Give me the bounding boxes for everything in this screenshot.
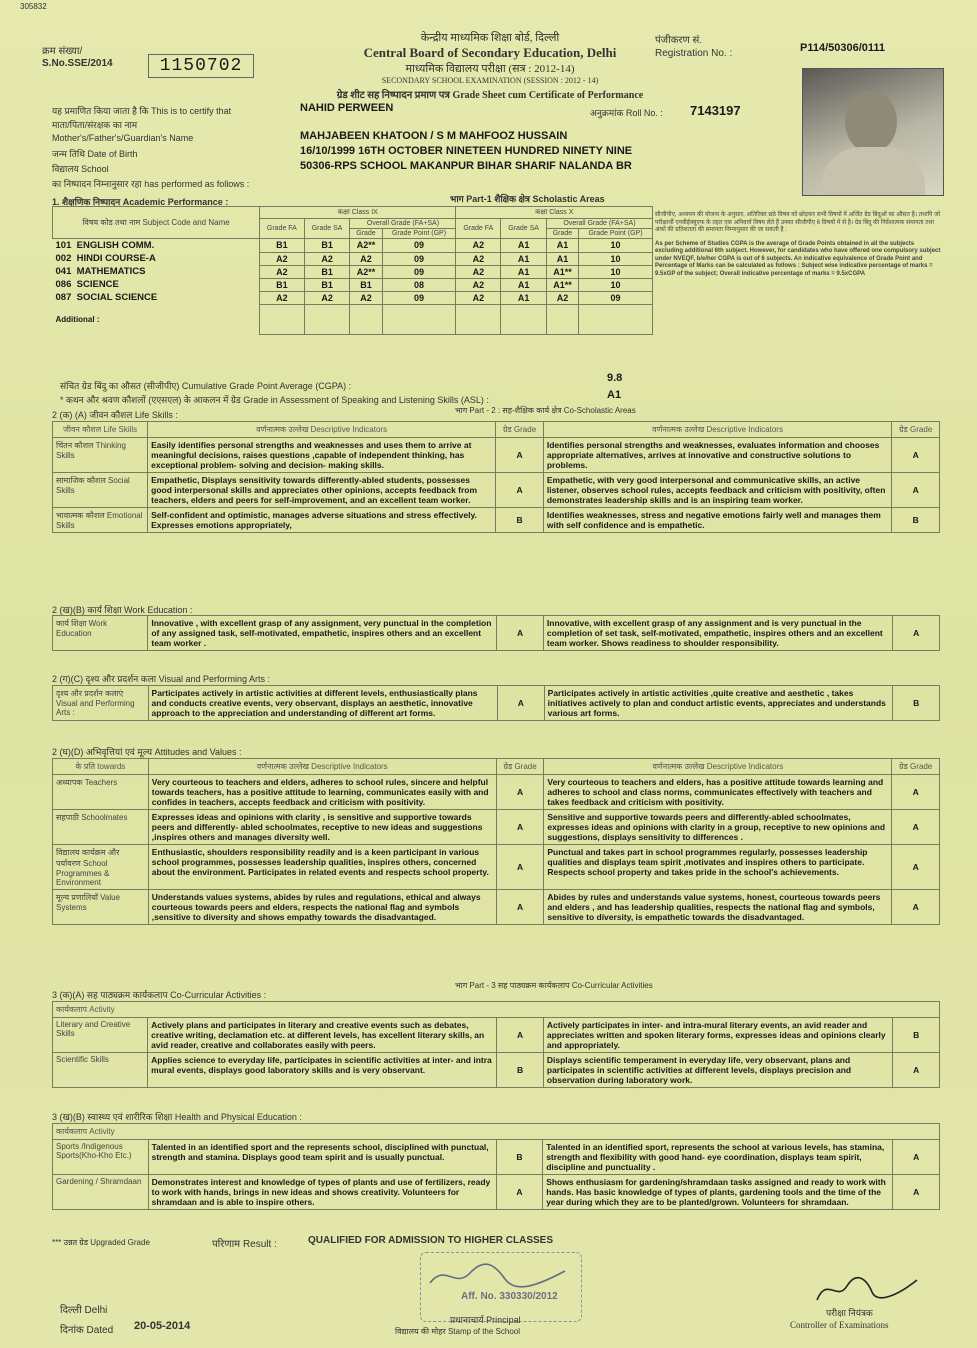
- life-skills-table: [52, 421, 940, 533]
- desc-class10: Very courteous to teachers and elders, has a positive attitude towards learning and adheres to school and class norms, communicates effectively with teachers and takes feedback and criticism with positivity.: [544, 775, 892, 810]
- c10-grade-cell: A1: [501, 291, 547, 304]
- attitude-row: [53, 845, 940, 890]
- part1-title: भाग Part-1 शैक्षिक क्षेत्र Scholastic Areas: [450, 194, 605, 204]
- c9-grade-cell: A2: [350, 291, 382, 304]
- att-desc-header-9: वर्णनात्मक उल्लेख Descriptive Indicators: [148, 759, 496, 775]
- desc-class9: Talented in an identified sport and the represents school, disciplined with punctual, strength and stamina. Displays good team spirit and is usually punctual.: [148, 1140, 496, 1175]
- grade-class9: A: [496, 810, 544, 845]
- desc-class10: Shows enthusiasm for gardening/shramdaan tasks assigned and ready to work with hands. Has basic knowledge of types of plants, gardening tools and the time of the year during which they are to be planted/grown. Volunteers for shramdaan.: [543, 1175, 893, 1210]
- c10-grade-cell: A1**: [546, 265, 578, 278]
- life-skill-row: [53, 438, 940, 473]
- health-activity-header: कार्यकलाप Activity: [53, 1124, 940, 1140]
- board-header: केन्द्रीय माध्यमिक शिक्षा बोर्ड, दिल्ली Central Board of Secondary Education, Delhi माध्यमिक विद्यालय परीक्षा (सत्र : 2012-14) SECONDARY SCHOOL EXAMINATION (SESSION : 2012 - 14) ग्रेड शीट सह निष्पादन प्रमाण पत्र Grade Sheet cum Certificate of Performance: [336, 32, 644, 101]
- stamp-label: विद्यालय की मोहर Stamp of the School: [395, 1327, 520, 1336]
- c10-grade-cell: A2: [456, 278, 501, 291]
- visual-arts-row: [53, 686, 940, 721]
- c9-grade-cell: 09: [382, 291, 456, 304]
- attitude-row: [53, 810, 940, 845]
- grade-class10: A: [892, 890, 940, 925]
- grade-class9: A: [496, 1175, 543, 1210]
- c9-grade-cell: A2**: [350, 265, 382, 278]
- subject-header: विषय कोड तथा नाम Subject Code and Name: [53, 207, 260, 239]
- serial-number: 1150702: [148, 54, 254, 78]
- visual-arts-table: [52, 685, 940, 721]
- life-skill-row: [53, 473, 940, 508]
- grade-class9: A: [496, 438, 544, 473]
- c9-grade-header: Grade: [350, 229, 382, 239]
- academic-label: 1. शैक्षणिक निष्पादन Academic Performance :: [52, 197, 229, 207]
- grade-class10: A: [893, 1140, 940, 1175]
- desc-class9: Applies science to everyday life, participates in scientific activities at inter- and intra mural events, displays good laboratory skills and is very observant.: [148, 1053, 497, 1088]
- subject-row: [53, 239, 653, 253]
- registration-label: पंजीकरण सं. Registration No. :: [655, 35, 733, 59]
- attitudes-label: 2 (घ)(D) अभिवृत्तियां एवं मूल्य Attitudes and Values :: [52, 747, 242, 757]
- cgpa-label: संचित ग्रेड बिंदु का औसत (सीजीपीए) Cumulative Grade Point Average (CGPA) :: [60, 381, 352, 391]
- health-row: [53, 1140, 940, 1175]
- work-education-table: [52, 615, 940, 651]
- top-number: 305832: [20, 2, 47, 11]
- grade-class10: A: [893, 1053, 940, 1088]
- grade-class10: A: [893, 616, 940, 651]
- scholastic-table: [52, 206, 653, 335]
- towards-header: के प्रति towards: [53, 759, 149, 775]
- desc-class10: Talented in an identified sport, represents the school at various levels, has stamina, strength and flexibility with good hand- eye coordination, displays team spirit, discipline and punctuality .: [543, 1140, 893, 1175]
- controller-label-hi: परीक्षा नियंत्रक: [826, 1308, 873, 1318]
- desc-class10: Sensitive and supportive towards peers and differently-abled schoolmates, expresses ideas and opinions with clarity in a group, receptive to new opinions and suggestions, displays sensitivity to differences .: [544, 810, 892, 845]
- subject-name: HINDI COURSE-A: [76, 253, 156, 264]
- desc-class9: Very courteous to teachers and elders, adheres to school rules, sincere and helpful towards teachers, has a positive attitude to learning, communicates easily with and confides in teachers, accepts feedback and criticism with positivity.: [148, 775, 496, 810]
- grade-class10: B: [893, 686, 940, 721]
- desc-class9: Innovative , with excellent grasp of any assignment, very punctual in the completion of any assigned task, self-motivated, empathetic, inspires others and an excellent team worker .: [148, 616, 497, 651]
- additional-row: [53, 304, 653, 334]
- c10-grade-header: Grade: [546, 229, 578, 239]
- row-label: Sports /Indigenous Sports(Kho-Kho Etc.): [53, 1140, 149, 1175]
- controller-label-en: Controller of Examinations: [790, 1320, 889, 1330]
- subject-row: [53, 252, 653, 265]
- roll-label: अनुक्रमांक Roll No. :: [590, 108, 663, 118]
- subject-code: 086: [55, 279, 72, 290]
- row-label: Scientific Skills: [53, 1053, 148, 1088]
- c10-grade-cell: A1: [501, 239, 547, 253]
- work-education-row: [53, 616, 940, 651]
- work-label: 2 (ख)(B) कार्य शिक्षा Work Education :: [52, 605, 193, 615]
- grade-header-9: ग्रेड Grade: [496, 422, 544, 438]
- c10-overall-header: Overall Grade (FA+SA): [546, 219, 652, 229]
- date-label: दिनांक Dated: [60, 1325, 114, 1336]
- place-label: दिल्ली Delhi: [60, 1305, 108, 1316]
- desc-class10: Displays scientific temperament in everyday life, very observant, plans and participates in scientific activities at different levels, displays precision and observation during laboratory work.: [543, 1053, 892, 1088]
- desc-class9: Understands values systems, abides by rules and regulations, ethical and always courteous towards peers and elders, respects the national flag and symbols ,sensitive to diversity and shows empathy towards the disadvantaged.: [148, 890, 496, 925]
- subject-code: 101: [55, 240, 72, 251]
- subject-row: [53, 291, 653, 304]
- row-label: Literary and Creative Skills: [53, 1018, 148, 1053]
- c10-grade-cell: A1: [501, 265, 547, 278]
- subject-name: SCIENCE: [76, 279, 119, 290]
- c9-grade-cell: B1: [350, 278, 382, 291]
- c10-grade-cell: A2: [456, 239, 501, 253]
- grade-class9: A: [496, 890, 544, 925]
- c10-gp-header: Grade Point (GP): [578, 229, 652, 239]
- desc-class9: Enthusiastic, shoulders responsibility readily and is a keen participant in various school programmes, possesses leadership qualities, inspires others, concerned about the environment. Participates in related events and respects school property.: [148, 845, 496, 890]
- health-label: 3 (ख)(B) स्वास्थ्य एवं शारीरिक शिक्षा Health and Physical Education :: [52, 1112, 302, 1122]
- result-label: परिणाम Result :: [212, 1239, 277, 1250]
- att-grade-header-10: ग्रेड Grade: [892, 759, 940, 775]
- c10-grade-cell: A1: [546, 239, 578, 253]
- c10-grade-cell: A1: [501, 278, 547, 291]
- grade-class9: A: [496, 473, 544, 508]
- photo-face: [845, 91, 897, 153]
- additional-label: Additional :: [55, 314, 100, 324]
- desc-header-9: वर्णनात्मक उल्लेख Descriptive Indicators: [148, 422, 496, 438]
- visual-label: 2 (ग)(C) दृश्य और प्रदर्शन कला Visual and Performing Arts :: [52, 674, 271, 684]
- desc-class9: Demonstrates interest and knowledge of types of plants and use of fertilizers, ready to work with hands, brings in new ideas and shows creativity. Volunteers for shramdaan and is able to inspire others.: [148, 1175, 496, 1210]
- co-curricular-table: [52, 1001, 940, 1088]
- subject-name: ENGLISH COMM.: [76, 240, 155, 251]
- life-skill-row: [53, 508, 940, 533]
- subject-code: 087: [55, 292, 72, 303]
- grade-class9: A: [498, 686, 545, 721]
- c9-grade-cell: A2: [304, 252, 350, 265]
- asl-label: * कथन और श्रवण कौशलों (एएसएल) के आकलन में ग्रेड Grade in Assessment of Speaking and Listening Skills (ASL) :: [60, 395, 489, 405]
- health-table: [52, 1123, 940, 1210]
- grade-class9: A: [497, 1018, 544, 1053]
- desc-class10: Empathetic, with very good interpersonal and communicative skills, an active listener, observes school rules, accepts feedback and criticism with positivity, often demonstrates leadership skills and is an inspiring team worker.: [543, 473, 891, 508]
- grade-class10: A: [892, 775, 940, 810]
- school-label: विद्यालय School: [52, 164, 109, 174]
- c9-grade-cell: B1: [304, 265, 350, 278]
- c9-gp-header: Grade Point (GP): [382, 229, 456, 239]
- subject-name: SOCIAL SCIENCE: [76, 292, 158, 303]
- row-label: मूल्य प्रणालियाँ Value Systems: [53, 890, 149, 925]
- photo-body: [821, 147, 925, 195]
- c9-grade-cell: 09: [382, 239, 456, 253]
- subject-row: [53, 265, 653, 278]
- desc-class9: Self-confident and optimistic, manages adverse situations and stress effectively. Expresses emotions appropriately,: [148, 508, 496, 533]
- row-label: कार्य शिक्षा Work Education: [53, 616, 148, 651]
- c9-grade-cell: B1: [304, 239, 350, 253]
- grade-class9: A: [496, 845, 544, 890]
- class10-header: कक्षा Class X: [456, 207, 653, 219]
- row-label: दृश्य और प्रदर्शन कलाएं Visual and Performing Arts :: [53, 686, 149, 721]
- attitude-row: [53, 775, 940, 810]
- c9-grade-cell: A2: [260, 265, 305, 278]
- desc-class9: Expresses ideas and opinions with clarity , is sensitive and supportive towards peers and differently- abled schoolmates, receptive to new ideas and suggestions ,inspires others and manages diversity well.: [148, 810, 496, 845]
- c10-grade-cell: A2: [546, 291, 578, 304]
- attitudes-table: [52, 758, 940, 925]
- student-photo: [802, 68, 944, 196]
- cca-row: [53, 1018, 940, 1053]
- part2-title: भाग Part - 2 : सह-शैक्षिक कार्य क्षेत्र Co-Scholastic Areas: [455, 406, 636, 415]
- desc-class10: Identifies personal strengths and weaknesses, evaluates information and chooses appropriate alternatives, arrives at innovative and constructive solutions to problems.: [543, 438, 891, 473]
- date-of-birth: 16/10/1999 16TH OCTOBER NINETEEN HUNDRED NINETY NINE: [300, 145, 633, 157]
- roll-number: 7143197: [690, 103, 741, 118]
- row-label: सहपाठी Schoolmates: [53, 810, 149, 845]
- c10-fa-header: Grade FA: [456, 219, 501, 239]
- c10-grade-cell: 09: [578, 291, 652, 304]
- principal-signature-icon: [425, 1261, 575, 1291]
- class9-header: कक्षा Class IX: [260, 207, 456, 219]
- desc-class10: Identifies weaknesses, stress and negative emotions fairly well and manages them with self confidence and is empathetic.: [543, 508, 891, 533]
- result-value: QUALIFIED FOR ADMISSION TO HIGHER CLASSES: [308, 1235, 554, 1246]
- part3-title: भाग Part - 3 सह पाठ्यक्रम कार्यकलाप Co-Curricular Activities: [455, 981, 653, 990]
- c9-grade-cell: A2: [260, 252, 305, 265]
- grade-class10: B: [893, 1018, 940, 1053]
- row-label: Gardening / Shramdaan: [53, 1175, 149, 1210]
- desc-class10: Participates actively in artistic activities ,quite creative and aesthetic , takes initiatives actively to plan and conduct artistic events, appreciates and understands various art forms.: [544, 686, 893, 721]
- parent-names: MAHJABEEN KHATOON / S M MAHFOOZ HUSSAIN: [300, 130, 568, 142]
- aff-stamp-text: Aff. No. 330330/2012: [461, 1291, 558, 1302]
- asl-value: A1: [607, 389, 622, 401]
- cgpa-value: 9.8: [607, 372, 623, 384]
- principal-label: प्रधानाचार्य Principal: [450, 1315, 521, 1325]
- att-grade-header-9: ग्रेड Grade: [496, 759, 544, 775]
- student-name: NAHID PERWEEN: [300, 102, 394, 114]
- desc-class9: Empathetic, Displays sensitivity towards differently-abled students, possesses good interpersonal skills and appreciates other opinions, accepts feedback from teachers, elders and peers for self-improvement, and an excellent team worker.: [148, 473, 496, 508]
- desc-class10: Actively participates in inter- and intra-mural literary events, an avid reader and appreciates written and spoken literary forms, expresses ideas and opinions clearly and appropriately.: [543, 1018, 892, 1053]
- c9-grade-cell: A2**: [350, 239, 382, 253]
- grade-class9: B: [497, 1053, 544, 1088]
- grade-class10: A: [892, 473, 940, 508]
- c10-grade-cell: 10: [578, 252, 652, 265]
- grade-class9: A: [497, 616, 544, 651]
- c10-grade-cell: A1: [546, 252, 578, 265]
- c10-grade-cell: A1**: [546, 278, 578, 291]
- c9-grade-cell: A2: [260, 291, 305, 304]
- row-label: चिंतन कौशल Thinking Skills: [53, 438, 148, 473]
- school-name: 50306-RPS SCHOOL MAKANPUR BIHAR SHARIF NALANDA BR: [300, 160, 632, 172]
- issue-date: 20-05-2014: [134, 1320, 191, 1332]
- parent-label-hi: माता/पिता/संरक्षक का नाम: [52, 120, 138, 130]
- c9-grade-cell: B1: [260, 239, 305, 253]
- row-label: अध्यापक Teachers: [53, 775, 149, 810]
- grade-class9: B: [496, 1140, 543, 1175]
- c9-grade-cell: A2: [350, 252, 382, 265]
- c10-grade-cell: A2: [456, 265, 501, 278]
- c9-grade-cell: A2: [304, 291, 350, 304]
- subject-name: MATHEMATICS: [76, 266, 146, 277]
- grade-class10: A: [892, 810, 940, 845]
- row-label: सामाजिक कौशल Social Skills: [53, 473, 148, 508]
- grade-class9: A: [496, 775, 544, 810]
- controller-signature-icon: [812, 1272, 922, 1306]
- grade-class10: A: [892, 438, 940, 473]
- c9-grade-cell: B1: [260, 278, 305, 291]
- c9-grade-cell: 09: [382, 265, 456, 278]
- cgpa-note: सीजीपीए, अध्ययन की योजना के अनुसार, अतिरिक्त छठे विषय को छोड़कर सभी विषयों में अर्जित ग्रेड बिंदुओं का औसत है। तथापि जो परीक्षार्थी एनवीईक्यूएफ के तहत एक अनिवार्य विषय लेते हैं उनका सीजीपीए 6 विषयों में से है। ग्रेड बिंदु की निर्देशात्मक समानता तथा अंकों की प्रतिशतता की समानता निम्नानुसार की जा सकती है : As per Scheme of Studies CGPA is the average of Grade Points obtained in all the subjects excluding additional 6th subject. However, for candidates who have offered one compulsory subject under NVEQF, b/e/her CGPA is out of 6 subjects. An indicative equivalence of Grade Point and Percentage of Marks can be calculated as follows : Subject wise indicative percentage of marks = 9.5xGP of the subject; Overall indicative percentage of marks = 9.5xCGPA: [655, 212, 941, 277]
- subject-code: 002: [55, 253, 72, 264]
- desc-class10: Innovative, with excellent grasp of any assignment and is very punctual in the completion of set task, self-motivated, empathetic, inspires others and an excellent team worker. Shows readiness to shoulder responsibility.: [543, 616, 892, 651]
- c9-sa-header: Grade SA: [304, 219, 350, 239]
- c10-grade-cell: 10: [578, 278, 652, 291]
- serial-label: क्रम संख्या/ S.No.SSE/2014: [42, 46, 113, 69]
- grade-class10: B: [892, 508, 940, 533]
- subject-code: 041: [55, 266, 72, 277]
- c10-grade-cell: A1: [501, 252, 547, 265]
- c9-grade-cell: 09: [382, 252, 456, 265]
- c9-fa-header: Grade FA: [260, 219, 305, 239]
- grade-class10: A: [892, 845, 940, 890]
- c9-grade-cell: B1: [304, 278, 350, 291]
- parent-label-en: Mother's/Father's/Guardian's Name: [52, 133, 194, 143]
- grade-class9: B: [496, 508, 544, 533]
- c10-grade-cell: A2: [456, 252, 501, 265]
- cca-row: [53, 1053, 940, 1088]
- certify-label: यह प्रमाणित किया जाता है कि This is to certify that: [52, 106, 232, 116]
- c10-grade-cell: A2: [456, 291, 501, 304]
- grade-class10: A: [893, 1175, 940, 1210]
- subject-row: [53, 278, 653, 291]
- c10-grade-cell: 10: [578, 265, 652, 278]
- att-desc-header-10: वर्णनात्मक उल्लेख Descriptive Indicators: [544, 759, 892, 775]
- row-label: भावात्मक कौशल Emotional Skills: [53, 508, 148, 533]
- life-skills-header: जीवन कौशल Life Skills: [53, 422, 148, 438]
- life-skills-label: 2 (क) (A) जीवन कौशल Life Skills :: [52, 410, 178, 420]
- dob-label: जन्म तिथि Date of Birth: [52, 149, 138, 159]
- desc-class9: Actively plans and participates in literary and creative events such as debates, creative writing, declamation etc. at different levels, has excellent literary skills, an avid reader, creative and collaborates easily with peers.: [148, 1018, 497, 1053]
- c10-sa-header: Grade SA: [501, 219, 547, 239]
- desc-class9: Easily identifies personal strengths and weaknesses and uses them to arrive at meaningful decisions, raises questions ,capable of independent thinking, has exceptional problem- solving and decision- making skills.: [148, 438, 496, 473]
- c9-grade-cell: 08: [382, 278, 456, 291]
- desc-class9: Participates actively in artistic activities at different levels, enthusiastically plans and conducts creative events, very observant, displays an aesthetic, innovative approach to the appreciation and understanding of different art forms.: [148, 686, 497, 721]
- row-label: विद्यालय कार्यक्रम और पर्यावरण School Programmes & Environment: [53, 845, 149, 890]
- attitude-row: [53, 890, 940, 925]
- desc-header-10: वर्णनात्मक उल्लेख Descriptive Indicators: [543, 422, 891, 438]
- desc-class10: Punctual and takes part in school programmes regularly, possesses leadership qualities and displays team spirit ,motivates and inspires others to participate. Respects school property and takes pride in the school's achievements.: [544, 845, 892, 890]
- desc-class10: Abides by rules and understands value systems, honest, courteous towards peers and elders , and has leadership qualities, respects the national flag and symbols, sensitive to diversity, is empathetic towards the disadvantaged.: [544, 890, 892, 925]
- cca-activity-header: कार्यकलाप Activity: [53, 1002, 940, 1018]
- health-row: [53, 1175, 940, 1210]
- grade-header-10: ग्रेड Grade: [892, 422, 940, 438]
- upgraded-grade-note: *** उन्नत ग्रेड Upgraded Grade: [52, 1238, 150, 1247]
- c9-overall-header: Overall Grade (FA+SA): [350, 219, 456, 229]
- c10-grade-cell: 10: [578, 239, 652, 253]
- cca-label: 3 (क)(A) सह पाठ्यक्रम कार्यकलाप Co-Curricular Activities :: [52, 990, 267, 1000]
- school-stamp: [420, 1252, 582, 1322]
- performed-label: का निष्पादन निम्नानुसार रहा has performed as follows :: [52, 179, 250, 189]
- registration-number: P114/50306/0111: [800, 42, 886, 54]
